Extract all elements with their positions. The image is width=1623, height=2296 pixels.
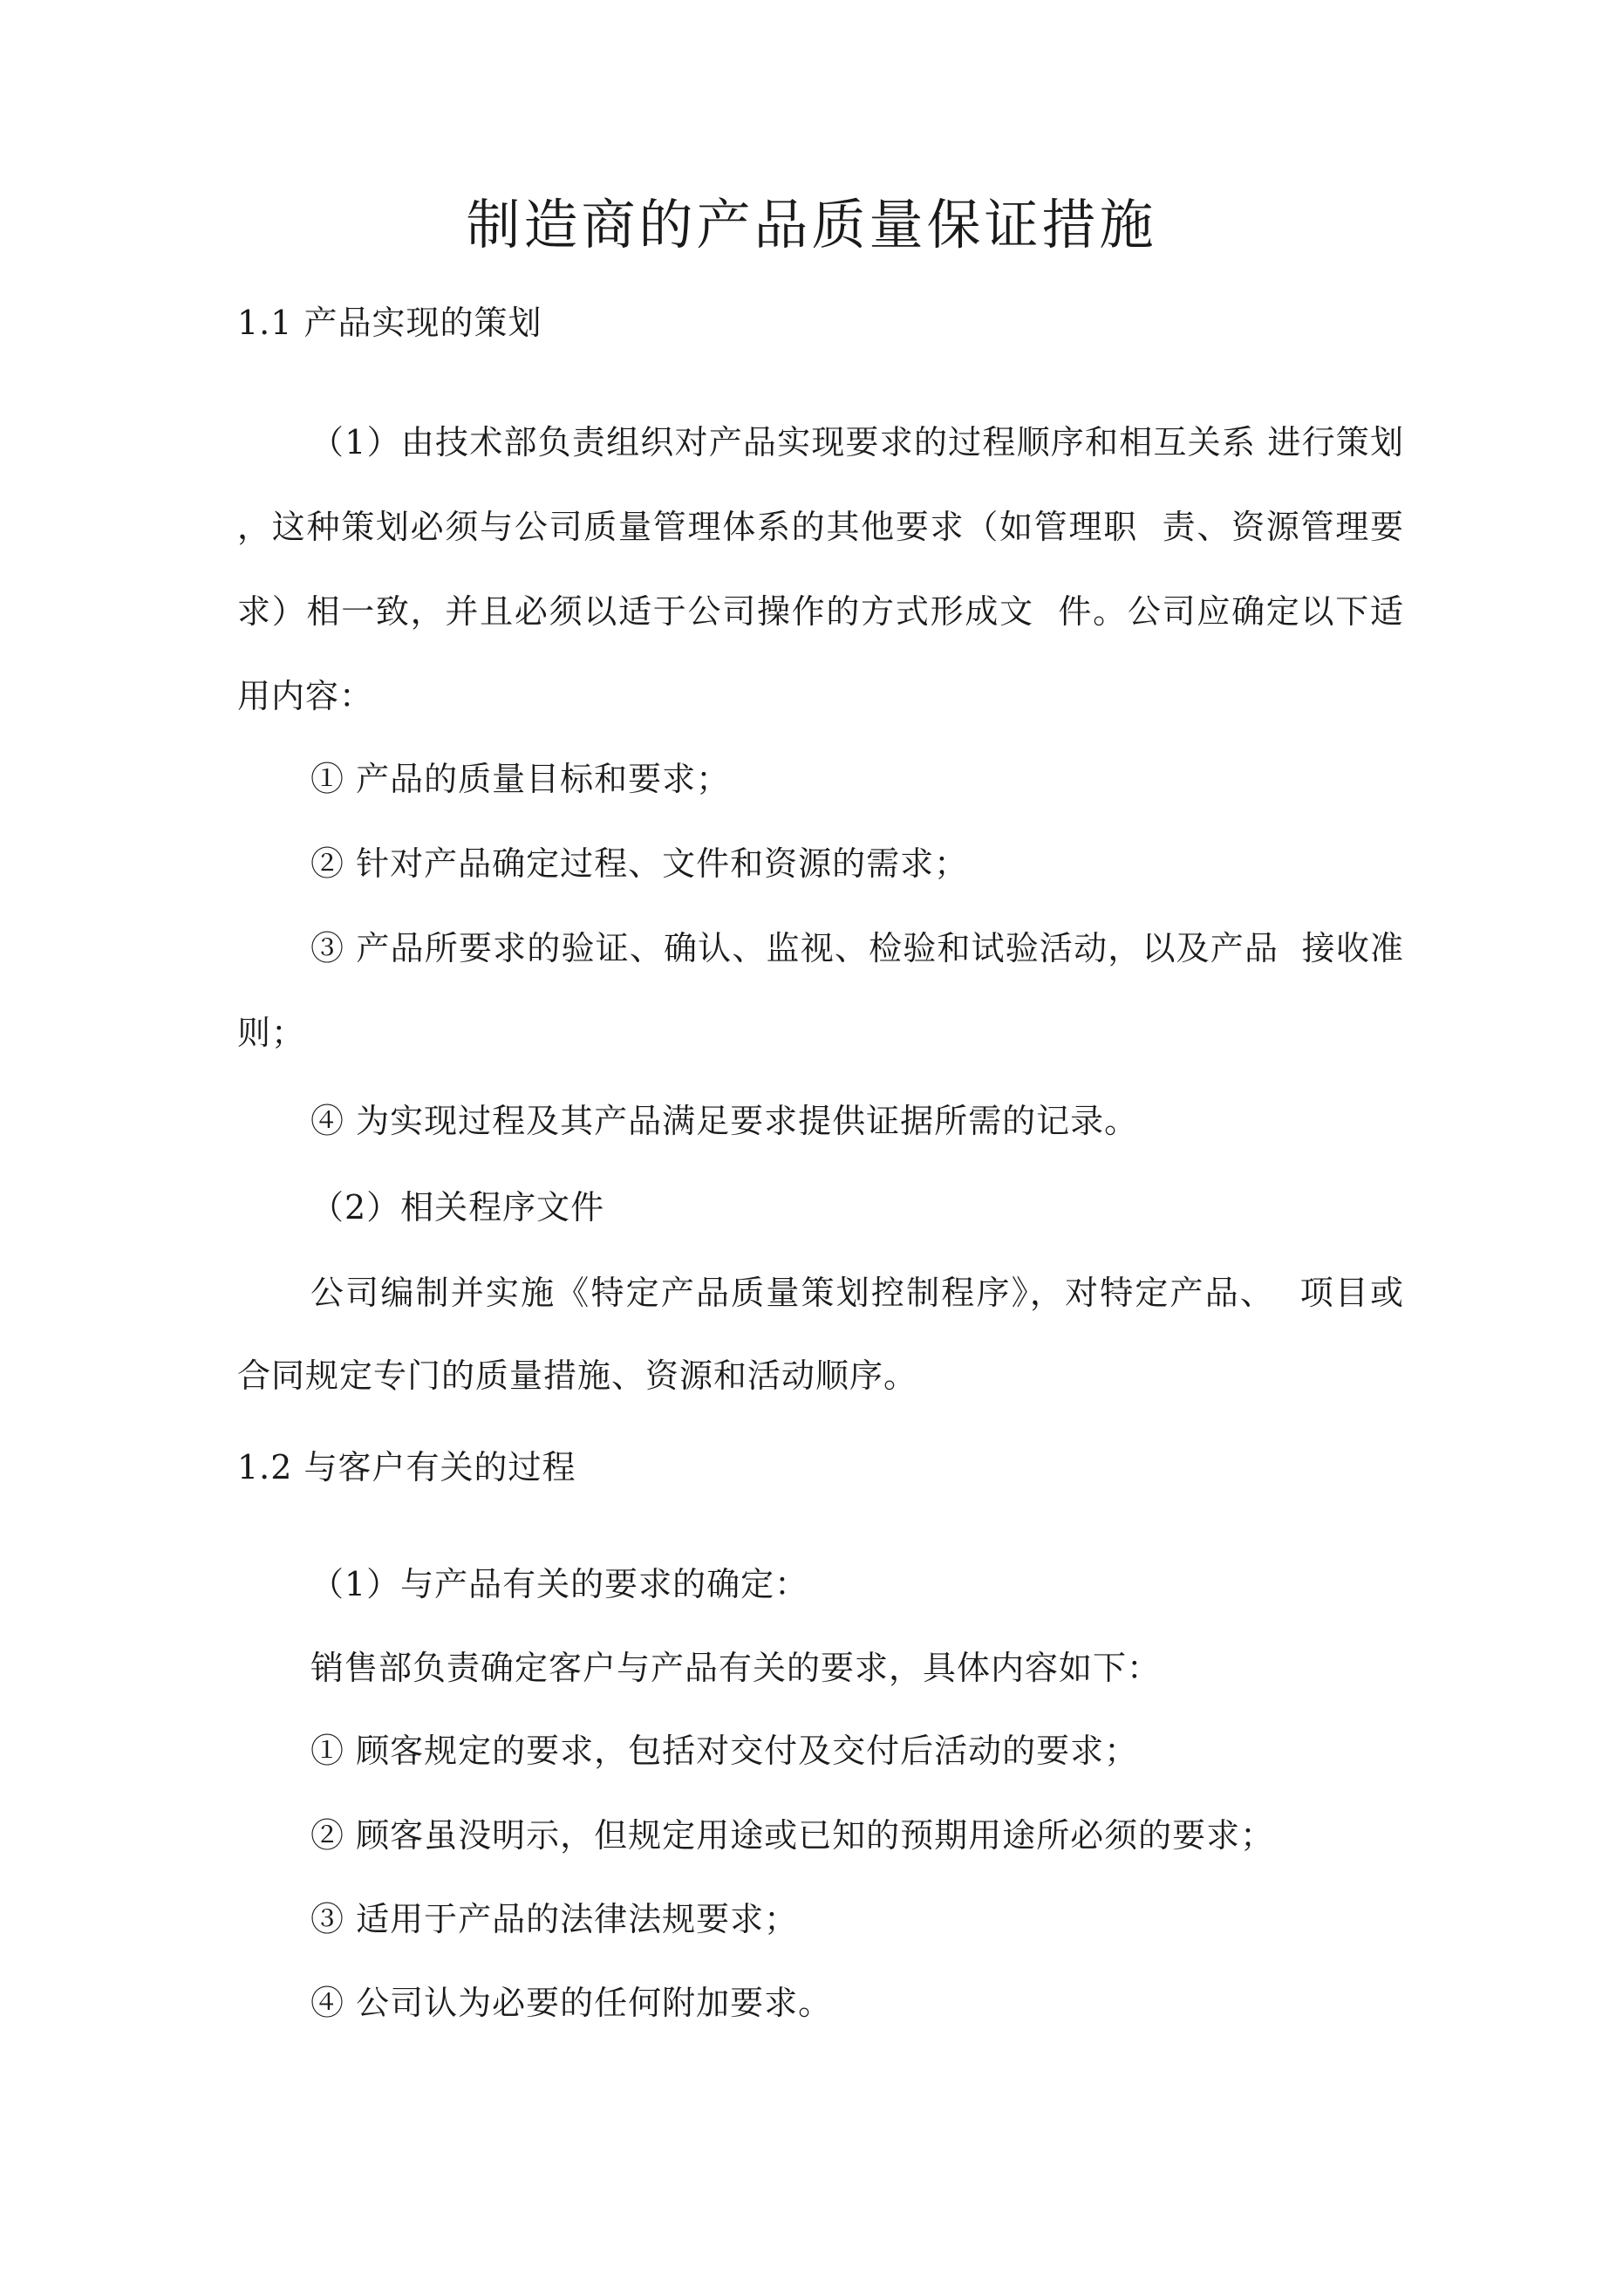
- list-item: ③ 产品所要求的验证、确认、监视、检验和试验活动，以及产品 接收准: [310, 929, 1404, 967]
- list-item: ① 顾客规定的要求，包括对交付及交付后活动的要求；: [310, 1732, 1139, 1770]
- list-item: ③ 适用于产品的法律法规要求；: [310, 1900, 799, 1938]
- paragraph-line: ，这种策划必须与公司质量管理体系的其他要求（如管理职 责、资源管理要: [237, 508, 1404, 546]
- list-item: ④ 为实现过程及其产品满足要求提供证据所需的记录。: [310, 1102, 1139, 1140]
- section-heading-1-2: 1.2 与客户有关的过程: [237, 1448, 576, 1486]
- paragraph-line: 用内容：: [237, 677, 374, 715]
- document-title: 制造商的产品质量保证措施: [466, 193, 1157, 256]
- section-heading-1-1: 1.1 产品实现的策划: [237, 304, 542, 342]
- list-item: ② 针对产品确定过程、文件和资源的需求；: [310, 844, 969, 883]
- paragraph-line: 销售部负责确定客户与产品有关的要求，具体内容如下：: [310, 1649, 1162, 1687]
- paragraph-line: 公司编制并实施《特定产品质量策划控制程序》，对特定产品、 项目或: [310, 1274, 1404, 1312]
- subheading: （1）与产品有关的要求的确定：: [310, 1565, 809, 1603]
- paragraph-line: 求）相一致，并且必须以适于公司操作的方式形成文 件。公司应确定以下适: [237, 592, 1404, 631]
- list-item: ② 顾客虽没明示，但规定用途或已知的预期用途所必须的要求；: [310, 1816, 1275, 1855]
- list-item: ① 产品的质量目标和要求；: [310, 760, 731, 798]
- list-item: 则；: [237, 1014, 306, 1052]
- list-item: ④ 公司认为必要的任何附加要求。: [310, 1984, 833, 2022]
- subheading: （2）相关程序文件: [310, 1188, 605, 1227]
- paragraph-line: （1）由技术部负责组织对产品实现要求的过程顺序和相互关系 进行策划: [310, 423, 1404, 461]
- paragraph-line: 合同规定专门的质量措施、资源和活动顺序。: [237, 1356, 918, 1395]
